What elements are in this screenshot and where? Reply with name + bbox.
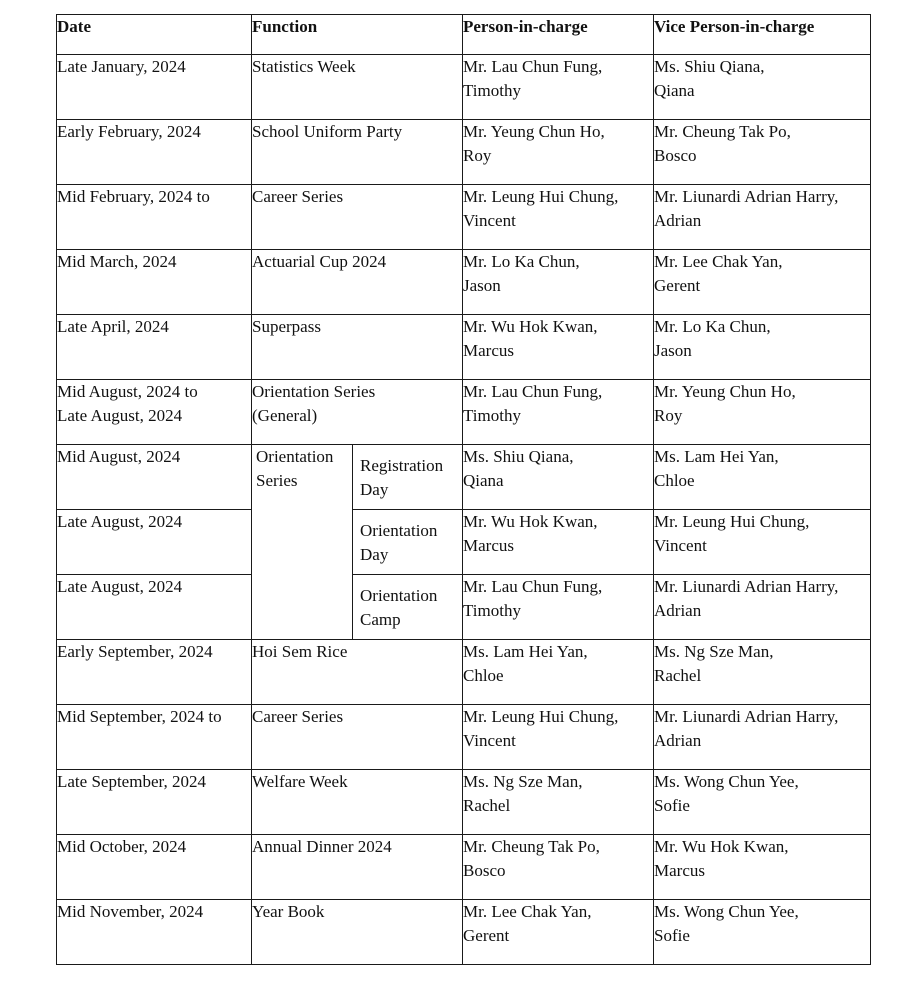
person-in-charge-cell-line: Vincent: [463, 731, 516, 750]
function-cell-line: Career Series: [252, 707, 344, 726]
table-row: [57, 575, 871, 640]
column-header-vice-person-in-charge: Vice Person-in-charge: [654, 15, 871, 55]
person-in-charge-cell-line: Mr. Leung Hui Chung,: [463, 187, 619, 206]
function-cell: [252, 315, 463, 380]
vice-person-in-charge-cell-line: Sofie: [654, 926, 690, 945]
table-row: [57, 380, 871, 445]
table-row: [57, 900, 871, 965]
vice-person-in-charge-cell-line: Gerent: [654, 276, 701, 295]
function-cell-line: Superpass: [252, 317, 321, 336]
person-in-charge-cell-line: Bosco: [463, 861, 506, 880]
sub-function-cell: [353, 575, 463, 640]
sub-function-cell-line: Day: [360, 480, 389, 499]
orientation-series-group-cell: [252, 445, 353, 640]
table-row: [57, 705, 871, 770]
vice-person-in-charge-cell: [654, 315, 871, 380]
table-row: [57, 835, 871, 900]
function-cell-line: (General): [252, 406, 318, 425]
function-cell: [252, 55, 463, 120]
vice-person-in-charge-cell-line: Adrian: [654, 601, 702, 620]
column-header-date: Date: [57, 15, 252, 55]
date-cell: [57, 835, 252, 900]
date-cell: [57, 250, 252, 315]
person-in-charge-cell-line: Mr. Lau Chun Fung,: [463, 382, 603, 401]
table-row: [57, 55, 871, 120]
vice-person-in-charge-cell-line: Jason: [654, 341, 692, 360]
vice-person-in-charge-cell-line: Mr. Liunardi Adrian Harry,: [654, 187, 839, 206]
person-in-charge-cell: [463, 510, 654, 575]
vice-person-in-charge-cell-line: Mr. Leung Hui Chung,: [654, 512, 810, 531]
vice-person-in-charge-cell-line: Mr. Cheung Tak Po,: [654, 122, 791, 141]
person-in-charge-cell-line: Jason: [463, 276, 501, 295]
person-in-charge-cell-line: Ms. Shiu Qiana,: [463, 447, 574, 466]
table-body: [57, 55, 871, 965]
table-row: [57, 315, 871, 380]
vice-person-in-charge-cell: [654, 445, 871, 510]
date-cell: [57, 770, 252, 835]
vice-person-in-charge-cell: [654, 770, 871, 835]
vice-person-in-charge-cell: [654, 185, 871, 250]
sub-function-cell-line: Orientation: [360, 586, 438, 605]
person-in-charge-cell-line: Mr. Lee Chak Yan,: [463, 902, 592, 921]
person-in-charge-cell: [463, 640, 654, 705]
person-in-charge-cell-line: Gerent: [463, 926, 510, 945]
vice-person-in-charge-cell-line: Mr. Lee Chak Yan,: [654, 252, 783, 271]
sub-function-cell-line: Camp: [360, 610, 401, 629]
function-cell-line: Actuarial Cup 2024: [252, 252, 387, 271]
person-in-charge-cell-line: Mr. Lau Chun Fung,: [463, 57, 603, 76]
person-in-charge-cell-line: Mr. Wu Hok Kwan,: [463, 512, 598, 531]
orientation-series-group-cell-line: Orientation: [256, 447, 334, 466]
sub-function-cell-line: Orientation: [360, 521, 438, 540]
person-in-charge-cell-line: Roy: [463, 146, 492, 165]
function-cell-line: Statistics Week: [252, 57, 356, 76]
schedule-table: [56, 14, 871, 965]
date-cell: [57, 705, 252, 770]
date-cell-line: Late September, 2024: [57, 772, 206, 791]
date-cell: [57, 315, 252, 380]
sub-function-cell: [353, 510, 463, 575]
table-row: [57, 250, 871, 315]
function-cell: [252, 120, 463, 185]
date-cell: [57, 55, 252, 120]
vice-person-in-charge-cell: [654, 575, 871, 640]
function-cell: [252, 835, 463, 900]
date-cell: [57, 185, 252, 250]
table-row: [57, 510, 871, 575]
person-in-charge-cell: [463, 55, 654, 120]
date-cell-line: Mid November, 2024: [57, 902, 204, 921]
vice-person-in-charge-cell-line: Bosco: [654, 146, 697, 165]
date-cell-line: Mid March, 2024: [57, 252, 177, 271]
person-in-charge-cell-line: Ms. Ng Sze Man,: [463, 772, 583, 791]
table-row: [57, 185, 871, 250]
vice-person-in-charge-cell-line: Rachel: [654, 666, 702, 685]
date-cell-line: Late August, 2024: [57, 577, 183, 596]
function-cell: [252, 900, 463, 965]
person-in-charge-cell: [463, 120, 654, 185]
function-cell-line: Annual Dinner 2024: [252, 837, 392, 856]
function-cell-line: School Uniform Party: [252, 122, 403, 141]
vice-person-in-charge-cell: [654, 510, 871, 575]
date-cell-line: Late August, 2024: [57, 406, 183, 425]
person-in-charge-cell-line: Mr. Cheung Tak Po,: [463, 837, 600, 856]
vice-person-in-charge-cell: [654, 705, 871, 770]
vice-person-in-charge-cell-line: Roy: [654, 406, 683, 425]
vice-person-in-charge-cell-line: Mr. Liunardi Adrian Harry,: [654, 577, 839, 596]
vice-person-in-charge-cell-line: Adrian: [654, 211, 702, 230]
vice-person-in-charge-cell-line: Ms. Lam Hei Yan,: [654, 447, 779, 466]
function-cell: [252, 770, 463, 835]
person-in-charge-cell-line: Timothy: [463, 406, 521, 425]
date-cell-line: Mid February, 2024 to: [57, 187, 210, 206]
person-in-charge-cell-line: Mr. Wu Hok Kwan,: [463, 317, 598, 336]
function-cell: [252, 640, 463, 705]
vice-person-in-charge-cell-line: Ms. Wong Chun Yee,: [654, 772, 799, 791]
date-cell-line: Late January, 2024: [57, 57, 186, 76]
vice-person-in-charge-cell-line: Adrian: [654, 731, 702, 750]
sub-function-cell: [353, 445, 463, 510]
date-cell: [57, 380, 252, 445]
person-in-charge-cell-line: Marcus: [463, 341, 514, 360]
vice-person-in-charge-cell-line: Mr. Liunardi Adrian Harry,: [654, 707, 839, 726]
person-in-charge-cell-line: Mr. Lau Chun Fung,: [463, 577, 603, 596]
table-header-row: [57, 15, 871, 55]
date-cell-line: Early September, 2024: [57, 642, 213, 661]
date-cell: [57, 900, 252, 965]
date-cell: [57, 640, 252, 705]
orientation-series-group-cell-line: Series: [256, 471, 298, 490]
date-cell-line: Mid August, 2024: [57, 447, 181, 466]
vice-person-in-charge-cell: [654, 250, 871, 315]
vice-person-in-charge-cell-line: Mr. Wu Hok Kwan,: [654, 837, 789, 856]
person-in-charge-cell: [463, 575, 654, 640]
vice-person-in-charge-cell-line: Vincent: [654, 536, 707, 555]
date-cell: [57, 575, 252, 640]
person-in-charge-cell-line: Vincent: [463, 211, 516, 230]
function-cell-line: Orientation Series: [252, 382, 376, 401]
person-in-charge-cell: [463, 250, 654, 315]
person-in-charge-cell: [463, 770, 654, 835]
table-row: [57, 770, 871, 835]
person-in-charge-cell-line: Mr. Leung Hui Chung,: [463, 707, 619, 726]
function-cell: [252, 185, 463, 250]
person-in-charge-cell-line: Timothy: [463, 601, 521, 620]
person-in-charge-cell-line: Ms. Lam Hei Yan,: [463, 642, 588, 661]
column-header-person-in-charge: Person-in-charge: [463, 15, 654, 55]
function-cell-line: Career Series: [252, 187, 344, 206]
function-cell-line: Welfare Week: [252, 772, 348, 791]
date-cell-line: Mid August, 2024 to: [57, 382, 198, 401]
person-in-charge-cell: [463, 900, 654, 965]
person-in-charge-cell-line: Marcus: [463, 536, 514, 555]
vice-person-in-charge-cell-line: Mr. Yeung Chun Ho,: [654, 382, 796, 401]
table-row: [57, 120, 871, 185]
function-cell-line: Hoi Sem Rice: [252, 642, 348, 661]
date-cell-line: Early February, 2024: [57, 122, 201, 141]
vice-person-in-charge-cell-line: Sofie: [654, 796, 690, 815]
person-in-charge-cell-line: Chloe: [463, 666, 504, 685]
vice-person-in-charge-cell-line: Chloe: [654, 471, 695, 490]
date-cell-line: Mid October, 2024: [57, 837, 187, 856]
person-in-charge-cell: [463, 380, 654, 445]
person-in-charge-cell: [463, 445, 654, 510]
person-in-charge-cell-line: Timothy: [463, 81, 521, 100]
person-in-charge-cell-line: Mr. Yeung Chun Ho,: [463, 122, 605, 141]
vice-person-in-charge-cell-line: Ms. Shiu Qiana,: [654, 57, 765, 76]
function-cell-line: Year Book: [252, 902, 325, 921]
column-header-function: Function: [252, 15, 463, 55]
person-in-charge-cell-line: Qiana: [463, 471, 504, 490]
date-cell-line: Late August, 2024: [57, 512, 183, 531]
person-in-charge-cell-line: Mr. Lo Ka Chun,: [463, 252, 580, 271]
person-in-charge-cell: [463, 315, 654, 380]
function-cell: [252, 705, 463, 770]
date-cell: [57, 510, 252, 575]
date-cell-line: Late April, 2024: [57, 317, 169, 336]
sub-function-cell-line: Day: [360, 545, 389, 564]
vice-person-in-charge-cell: [654, 55, 871, 120]
vice-person-in-charge-cell: [654, 380, 871, 445]
vice-person-in-charge-cell-line: Mr. Lo Ka Chun,: [654, 317, 771, 336]
vice-person-in-charge-cell-line: Qiana: [654, 81, 695, 100]
vice-person-in-charge-cell: [654, 835, 871, 900]
person-in-charge-cell-line: Rachel: [463, 796, 511, 815]
vice-person-in-charge-cell: [654, 900, 871, 965]
person-in-charge-cell: [463, 185, 654, 250]
vice-person-in-charge-cell-line: Ms. Ng Sze Man,: [654, 642, 774, 661]
vice-person-in-charge-cell: [654, 640, 871, 705]
function-cell: [252, 380, 463, 445]
vice-person-in-charge-cell: [654, 120, 871, 185]
vice-person-in-charge-cell-line: Marcus: [654, 861, 705, 880]
date-cell-line: Mid September, 2024 to: [57, 707, 222, 726]
date-cell: [57, 120, 252, 185]
sub-function-cell-line: Registration: [360, 456, 444, 475]
vice-person-in-charge-cell-line: Ms. Wong Chun Yee,: [654, 902, 799, 921]
person-in-charge-cell: [463, 705, 654, 770]
table-row: [57, 640, 871, 705]
function-cell: [252, 250, 463, 315]
date-cell: [57, 445, 252, 510]
table-row: [57, 445, 871, 510]
person-in-charge-cell: [463, 835, 654, 900]
